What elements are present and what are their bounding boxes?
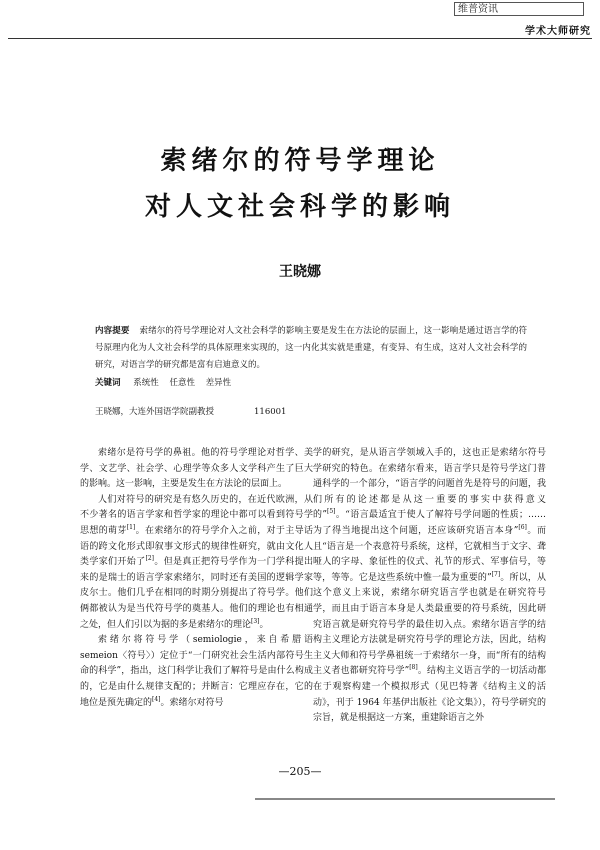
keyword: 系统性 — [133, 378, 159, 388]
body-column-right — [313, 446, 546, 727]
abstract-text: 索绪尔的符号学理论对人文社会科学的影响主要是发生在方法论的层面上，这一影响是通过语言学的符号原理内化为人文社会科学的具体原理来实现的，这一内化其实就是重建，有变异、有生成，这对人文社会科学的研究，对语言学的研究都是富有启迪意义的。 — [95, 326, 527, 370]
keyword: 任意性 — [169, 378, 195, 388]
citation: [6] — [518, 523, 527, 531]
citation: [4] — [152, 695, 161, 703]
header-divider — [8, 38, 592, 39]
author-name: 王晓娜 — [279, 264, 321, 280]
citation: [7] — [491, 570, 501, 578]
keywords — [95, 376, 231, 388]
body-column-left — [80, 446, 313, 711]
citation: [8] — [409, 664, 418, 672]
postcode: 116001 — [254, 407, 287, 417]
author-affiliation — [95, 405, 286, 417]
paragraph: 学的研究，是从语言学领域入手的，这也正是索绪尔符号学研究的特色。在索绪尔看来，语言学只是符号学这门普通科学的一个部分，“语言学的问题首先是符号的问题，我们所有的论述都是从这一重要的事实中获得意义的”[5]。“语言最适宜于使人了解符号学问题的性质；……为了得当地提出这个问题，还应该研究语言本身”[6]。而且“语言是一个表意符号系统，这样，它就相当于文字、聋哑人的字母、象征性的仪式、礼节的形式、军事信号，等等，等等。它是这些系统中惟一最为重要的”[7]。所以，从这个意义上来说，索绪尔研究语言学也就是在研究符号学，而且由于语言本身是人类最重要的符号系统，因此研究语言就是研究符号学的最佳切入点。索绪尔语言学的结构主义理论方法就是研究符号学的理论方法，因此，结构主义大师和符号学鼻祖统一于索绪尔一身，而“所有的结构主义者也都研究符号学”[8]。结构主义语言学的一切活动都在于观察构建一个模拟形式（见巴特著《结构主义的活动》，刊于 1964 年基伊出版社《论文集》），符号学研究的宗旨，就是根据这一方案，重建除语言之外 — [313, 448, 546, 724]
footer-divider — [255, 798, 555, 800]
citation: [5] — [326, 508, 336, 516]
citation: [3] — [251, 617, 260, 625]
paragraph: 索绪尔是符号学的鼻祖。他的符号学理论对哲学、美学、文艺学、社会学、心理学等众多人文学科产生了巨大的影响。这一影响，主要是发生在方法论的层面上。 — [80, 448, 313, 490]
source-stamp: 维普资讯 — [454, 2, 584, 16]
citation: [1] — [126, 523, 136, 531]
title-line-1: 索绪尔的符号学理论 — [160, 146, 440, 176]
page-number: —205— — [278, 765, 322, 778]
journal-section-header: 学术大师研究 — [525, 26, 591, 37]
paragraph: 人们对符号的研究是有悠久历史的，在近代欧洲，从不少著名的语言学家和哲学家的理论中都可以看到符号学思想的萌芽[1]。在索绪尔的符号学介入之前，对于主导话语的跨文化形式即叙事文形式的规律性研究，就由文化人类学家们开始了[2]。但是真正把符号学作为一门学科提出来的是瑞士的语言学家索绪尔，同时还有美国的逻辑学家皮尔士。他们几乎在相同的时期分别提出了符号学。他们俩都被认为是当代符号学的奠基人。他们的理论也有相通之处，但人们引以为据的多是索绪尔的理论[3]。 — [80, 494, 313, 630]
abstract-label: 内容提要 — [95, 326, 130, 336]
citation: [2] — [145, 555, 154, 563]
title-line-2: 对人文社会科学的影响 — [144, 192, 455, 222]
keyword: 差异性 — [205, 378, 232, 388]
paragraph: 索绪尔将符号学（semiologie，来自希腊语 semeion〈符号〉）定位于“一门研究社会生活内部符号生命的科学”，指出，这门科学让我们了解符号是由什么构成的，它是由什么规律支配的；并断言：它理应存在，它的地位是预先确定的[4]。索绪尔对符号 — [80, 635, 313, 708]
affiliation-text: 王晓娜，大连外国语学院副教授 — [95, 407, 215, 417]
keywords-label: 关键词 — [95, 378, 121, 388]
abstract — [95, 323, 527, 374]
